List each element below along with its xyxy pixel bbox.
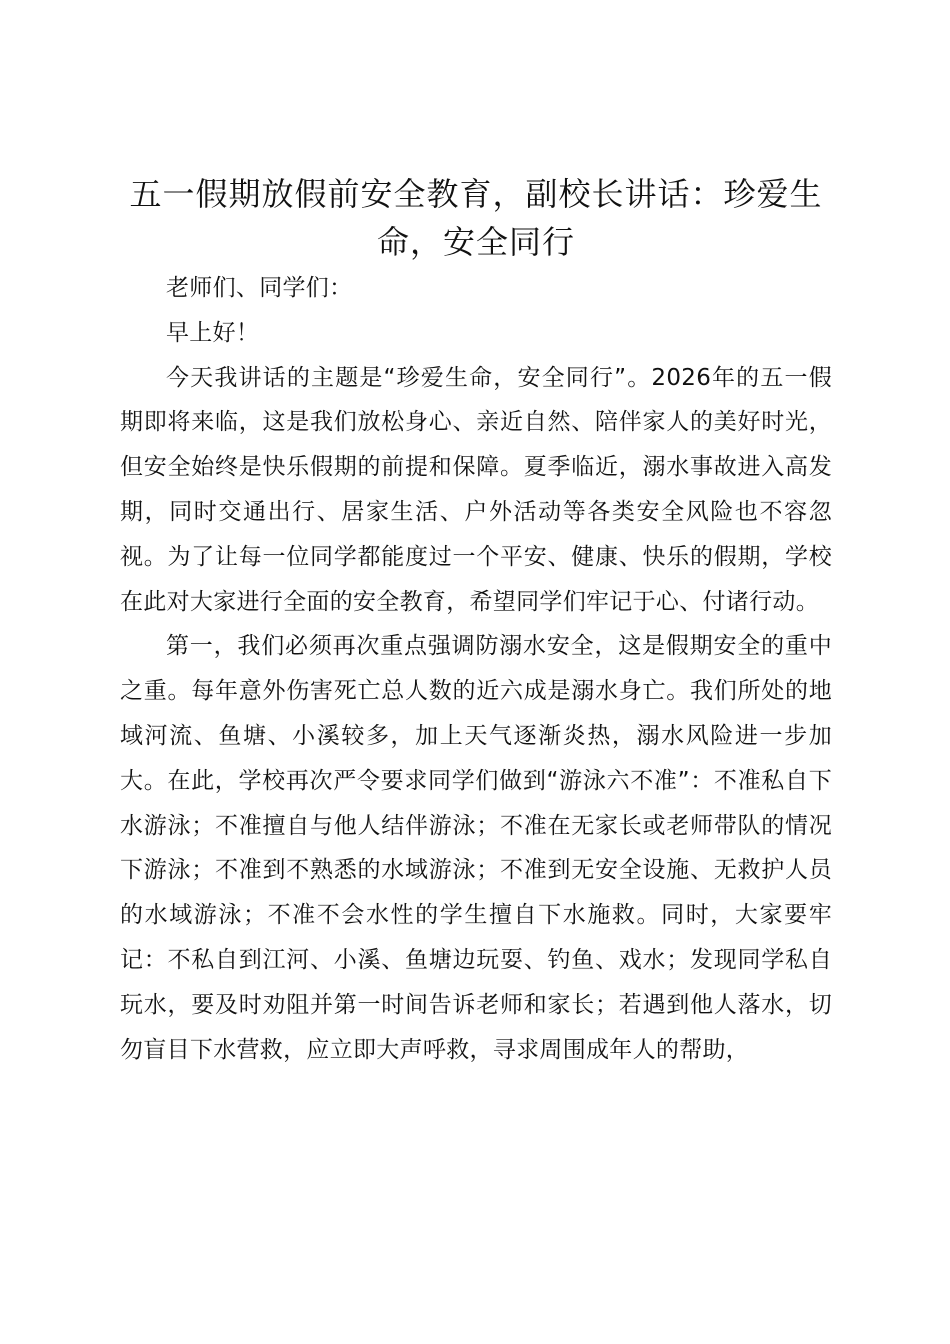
document-title: 五一假期放假前安全教育，副校长讲话：珍爱生命，安全同行 — [129, 175, 823, 261]
paragraph-introduction: 今天我讲话的主题是“珍爱生命，安全同行”。2026年的五一假期即将来临，这是我们放松身心、亲近自然、陪伴家人的美好时光，但安全始终是快乐假期的前提和保障。夏季临近，溺水事故进入高发期，同时交通出行、居家生活、户外活动等各类安全风险也不容忽视。为了让每一位同学都能度过一个平安、健康、快乐的假期，学校在此对大家进行全面的安全教育，希望同学们牢记于心、付诸行动。 — [120, 364, 832, 615]
paragraph-salutation: 老师们、同学们： — [166, 275, 353, 301]
paragraph-drowning-safety: 第一，我们必须再次重点强调防溺水安全，这是假期安全的重中之重。每年意外伤害死亡总人数的近六成是溺水身亡。我们所处的地域河流、鱼塘、小溪较多，加上天气逐渐炎热，溺水风险进一步加大。在此，学校再次严令要求同学们做到“游泳六不准”：不准私自下水游泳；不准擅自与他人结伴游泳；不准在无家长或老师带队的情况下游泳；不准到不熟悉的水域游泳；不准到无安全设施、无救护人员的水域游泳；不准不会水性的学生擅自下水施救。同时，大家要牢记：不私自到江河、小溪、鱼塘边玩耍、钓鱼、戏水；发现同学私自玩水，要及时劝阻并第一时间告诉老师和家长；若遇到他人落水，切勿盲目下水营救，应立即大声呼救，寻求周围成年人的帮助， — [120, 633, 832, 1063]
document-page — [120, 170, 832, 1072]
paragraph-greeting: 早上好！ — [166, 319, 260, 346]
